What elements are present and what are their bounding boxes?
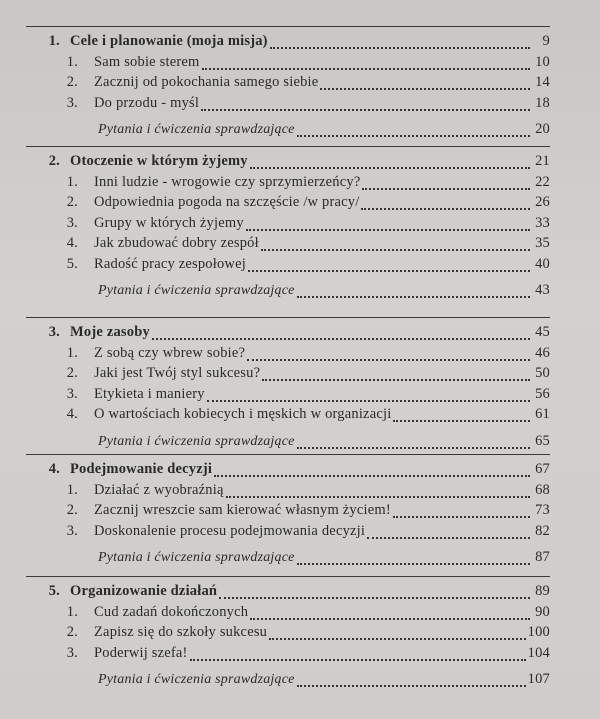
toc-entry[interactable] — [26, 95, 550, 115]
entry-number: 3. — [66, 522, 78, 539]
page-number: 65 — [535, 432, 550, 449]
dot-leader — [297, 447, 530, 449]
quiz-title: Pytania i ćwiczenia sprawdzające — [98, 550, 295, 565]
toc-entry[interactable] — [26, 74, 550, 94]
toc-section — [26, 146, 550, 305]
page-number: 18 — [535, 94, 550, 111]
page-number: 50 — [535, 365, 550, 381]
entry-title: Działać z wyobraźnią — [94, 481, 224, 498]
section-heading[interactable] — [26, 461, 550, 481]
entry-number: 2. — [66, 365, 78, 381]
dot-leader — [226, 496, 530, 498]
dot-leader — [214, 475, 530, 477]
entry-title: Doskonalenie procesu podejmowania decyzji — [94, 522, 366, 539]
section-number: 4. — [48, 461, 60, 477]
dot-leader — [190, 659, 526, 661]
quiz-title: Pytania i ćwiczenia sprawdzające — [98, 672, 295, 687]
page-number: 61 — [535, 406, 550, 422]
dot-leader — [367, 537, 530, 539]
entry-number: 3. — [66, 385, 78, 402]
toc-entry[interactable] — [26, 235, 550, 255]
toc-section — [26, 454, 550, 572]
dot-leader — [297, 563, 530, 565]
dot-leader — [248, 270, 530, 272]
entry-number: 2. — [66, 624, 78, 640]
entry-title: Inni ludzie - wrogowie czy sprzymierzeńcy? — [94, 173, 361, 190]
entry-title: Jak zbudować dobry zespół — [94, 235, 259, 251]
toc-entry[interactable] — [26, 256, 550, 276]
section-number: 5. — [48, 583, 60, 599]
entry-title: Jaki jest Twój styl sukcesu? — [94, 365, 261, 381]
page-number: 21 — [535, 153, 550, 169]
toc-entry[interactable] — [26, 624, 550, 644]
page-number: 73 — [535, 502, 550, 518]
page-number: 26 — [535, 194, 550, 210]
toc-entry[interactable] — [26, 645, 550, 665]
entry-title: Do przodu - myśl — [94, 94, 200, 111]
dot-leader — [152, 338, 530, 340]
page-number: 90 — [535, 603, 550, 620]
dot-leader — [262, 379, 530, 381]
entry-number: 4. — [66, 406, 78, 422]
entry-title: Cud zadań dokończonych — [94, 603, 249, 620]
section-number: 3. — [48, 324, 60, 340]
entry-number: 1. — [66, 481, 78, 498]
entry-number: 1. — [66, 603, 78, 620]
page-number: 107 — [527, 671, 550, 687]
section-title: Podejmowanie decyzji — [70, 461, 213, 477]
entry-title: Sam sobie sterem — [94, 53, 200, 70]
section-title: Cele i planowanie (moja misja) — [70, 33, 268, 49]
entry-title: Grupy w których żyjemy — [94, 214, 244, 231]
dot-leader — [261, 249, 530, 251]
page-number: 35 — [535, 235, 550, 251]
page-number: 46 — [535, 344, 550, 361]
toc-entry[interactable] — [26, 406, 550, 426]
dot-leader — [362, 188, 530, 190]
entry-number: 3. — [66, 644, 78, 661]
entry-title: Poderwij szefa! — [94, 644, 188, 661]
toc-section — [26, 576, 550, 694]
entry-number: 3. — [66, 214, 78, 231]
toc-entry[interactable] — [26, 523, 550, 543]
toc-section — [26, 26, 550, 144]
section-heading[interactable] — [26, 324, 550, 344]
entry-number: 4. — [66, 235, 78, 251]
toc-entry[interactable] — [26, 604, 550, 624]
dot-leader — [269, 638, 526, 640]
toc-entry[interactable] — [26, 194, 550, 214]
dot-leader — [393, 420, 530, 422]
entry-title: Radość pracy zespołowej — [94, 255, 246, 272]
page-number: 22 — [535, 173, 550, 190]
page-number: 9 — [542, 33, 550, 49]
toc-section — [26, 317, 550, 455]
page-number: 45 — [535, 324, 550, 340]
entry-title: Zapisz się do szkoły sukcesu — [94, 624, 268, 640]
entry-title: Zacznij od pokochania samego siebie — [94, 74, 319, 90]
page-number: 56 — [535, 385, 550, 402]
toc-entry[interactable] — [26, 174, 550, 194]
page-number: 67 — [535, 461, 550, 477]
quiz-entry[interactable] — [26, 549, 550, 569]
section-number: 2. — [48, 153, 60, 169]
quiz-entry[interactable] — [26, 282, 550, 302]
entry-number: 3. — [66, 94, 78, 111]
toc-entry[interactable] — [26, 345, 550, 365]
section-heading[interactable] — [26, 33, 550, 53]
quiz-entry[interactable] — [26, 433, 550, 453]
dot-leader — [201, 109, 530, 111]
toc-entry[interactable] — [26, 502, 550, 522]
page-number: 33 — [535, 214, 550, 231]
entry-number: 1. — [66, 53, 78, 70]
toc-entry[interactable] — [26, 54, 550, 74]
dot-leader — [297, 296, 530, 298]
dot-leader — [250, 167, 530, 169]
entry-number: 2. — [66, 74, 78, 90]
page-number: 82 — [535, 522, 550, 539]
entry-title: O wartościach kobiecych i męskich w organizacji — [94, 406, 392, 422]
dot-leader — [297, 135, 530, 137]
page-number: 10 — [535, 53, 550, 70]
entry-number: 2. — [66, 194, 78, 210]
page-number: 43 — [535, 282, 550, 298]
page-number: 20 — [535, 121, 550, 137]
entry-title: Zacznij wreszcie sam kierować własnym życiem! — [94, 502, 391, 518]
section-heading[interactable] — [26, 153, 550, 173]
dot-leader — [246, 229, 530, 231]
quiz-entry[interactable] — [26, 671, 550, 691]
dot-leader — [393, 516, 530, 518]
dot-leader — [297, 685, 526, 687]
quiz-title: Pytania i ćwiczenia sprawdzające — [98, 433, 295, 449]
section-title: Organizowanie działań — [70, 583, 218, 599]
page-number: 87 — [535, 549, 550, 565]
page-number: 104 — [527, 644, 550, 661]
section-title: Otoczenie w którym żyjemy — [70, 153, 248, 169]
dot-leader — [202, 68, 531, 70]
dot-leader — [250, 618, 530, 620]
page-number: 68 — [535, 481, 550, 498]
entry-title: Odpowiednia pogoda na szczęście /w pracy/ — [94, 194, 360, 210]
dot-leader — [270, 47, 530, 49]
quiz-title: Pytania i ćwiczenia sprawdzające — [98, 122, 295, 137]
toc-entry[interactable] — [26, 365, 550, 385]
section-number: 1. — [48, 33, 60, 49]
dot-leader — [361, 208, 530, 210]
dot-leader — [247, 359, 530, 361]
entry-number: 2. — [66, 502, 78, 518]
entry-number: 1. — [66, 344, 78, 361]
page-number: 40 — [535, 255, 550, 272]
section-title: Moje zasoby — [70, 324, 150, 340]
page-number: 14 — [535, 74, 550, 90]
toc-entry[interactable] — [26, 482, 550, 502]
entry-number: 5. — [66, 255, 78, 272]
toc-entry[interactable] — [26, 386, 550, 406]
dot-leader — [219, 597, 530, 599]
entry-number: 1. — [66, 173, 78, 190]
entry-title: Etykieta i maniery — [94, 385, 205, 402]
section-heading[interactable] — [26, 583, 550, 603]
quiz-title: Pytania i ćwiczenia sprawdzające — [98, 283, 295, 298]
page-number: 89 — [535, 583, 550, 599]
toc-entry[interactable] — [26, 215, 550, 235]
quiz-entry[interactable] — [26, 121, 550, 141]
dot-leader — [320, 88, 530, 90]
dot-leader — [207, 400, 530, 402]
entry-title: Z sobą czy wbrew sobie? — [94, 344, 246, 361]
page-number: 100 — [527, 624, 550, 640]
